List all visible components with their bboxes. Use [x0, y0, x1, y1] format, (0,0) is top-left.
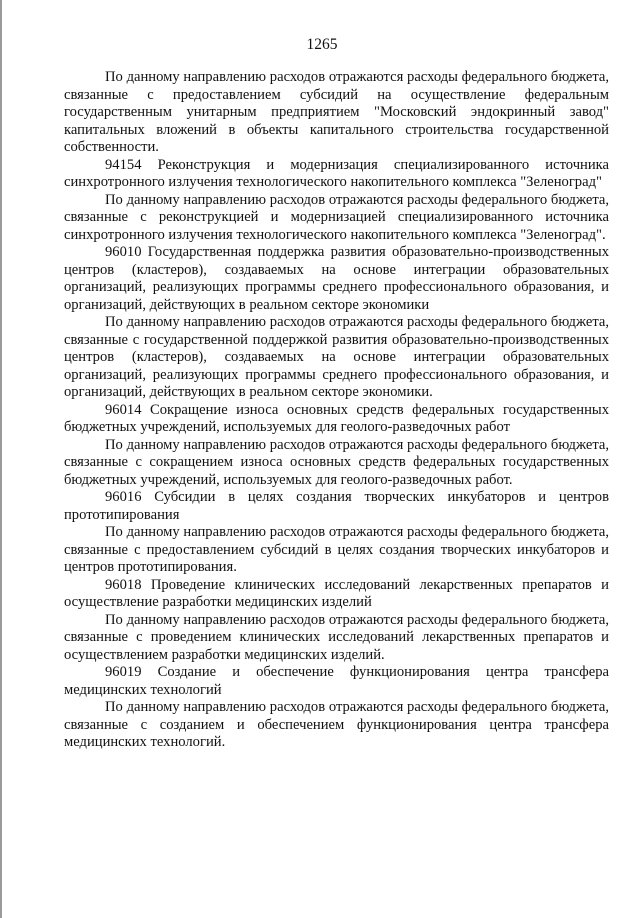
heading-96019: 96019 Создание и обеспечение функционирования центра трансфера медицинских технологий [64, 664, 609, 698]
paragraph-96018-description: По данному направлению расходов отражаются расходы федерального бюджета, связанные с проведением клинических исследований лекарственных препаратов и осуществлением разработки медицинских изделий. [64, 611, 609, 663]
page-number: 1265 [306, 36, 338, 53]
heading-96014: 96014 Сокращение износа основных средств федеральных государственных бюджетных учреждений, используемых для геолого-разведочных работ [64, 401, 609, 435]
heading-96018: 96018 Проведение клинических исследований лекарственных препаратов и осуществление разработки медицинских изделий [64, 576, 609, 610]
paragraph-endocrine-plant-description: По данному направлению расходов отражаются расходы федерального бюджета, связанные с предоставлением субсидий на осуществление федеральным государственным унитарным предприятием "Московский эндокринный завод" капитальных вложений в объекты капитального строительства государственной собственности. [64, 69, 609, 155]
paragraph-96019-description: По данному направлению расходов отражаются расходы федерального бюджета, связанные с созданием и обеспечением функционирования центра трансфера медицинских технологий. [64, 699, 609, 750]
paragraph-96010-description: По данному направлению расходов отражаются расходы федерального бюджета, связанные с государственной поддержкой развития образовательно-производственных центров (кластеров), создаваемых на основе интеграции образовательных организаций, реализующих программы среднего профессионального образования, и организаций, действующих в реальном секторе экономики. [64, 314, 609, 400]
document-body [64, 69, 609, 752]
heading-94154: 94154 Реконструкция и модернизация специализированного источника синхротронного излучения технологического накопительного комплекса "Зеленоград" [64, 156, 609, 190]
paragraph-96014-description: По данному направлению расходов отражаются расходы федерального бюджета, связанные с сокращением износа основных средств федеральных государственных бюджетных учреждений, используемых для геолого-разведочных работ. [64, 436, 609, 488]
heading-96016: 96016 Субсидии в целях создания творческих инкубаторов и центров прототипирования [64, 489, 609, 523]
heading-96010: 96010 Государственная поддержка развития образовательно-производственных центров (кластеров), создаваемых на основе интеграции образовательных организаций, реализующих программы среднего профессионального образования, и организаций, действующих в реальном секторе экономики [64, 244, 609, 313]
paragraph-96016-description: По данному направлению расходов отражаются расходы федерального бюджета, связанные с предоставлением субсидий в целях создания творческих инкубаторов и центров прототипирования. [64, 524, 609, 575]
paragraph-94154-description: По данному направлению расходов отражаются расходы федерального бюджета, связанные с реконструкцией и модернизацией специализированного источника синхротронного излучения технологического накопительного комплекса "Зеленоград". [64, 191, 609, 243]
